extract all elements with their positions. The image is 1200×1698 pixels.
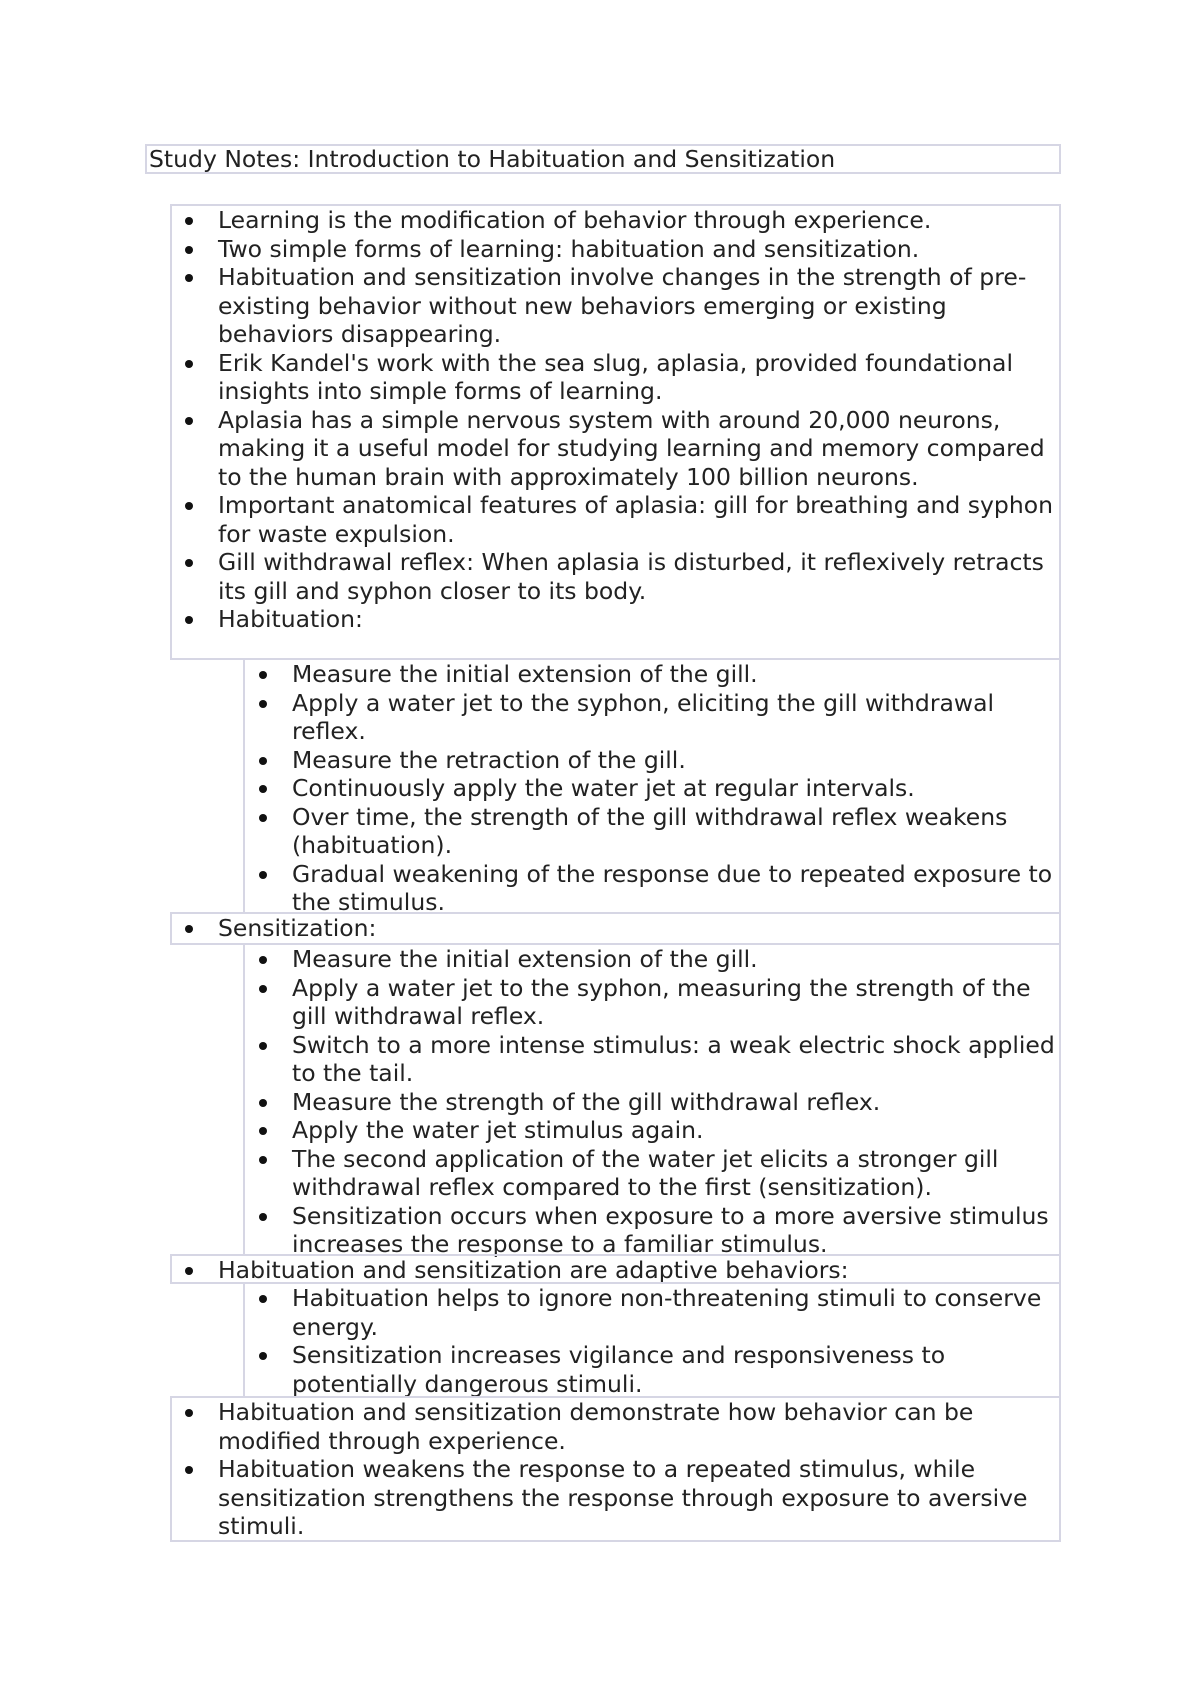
bullet-icon [259,1156,267,1164]
bullet-icon [259,1099,267,1107]
bullet-text: Erik Kandel's work with the sea slug, aplasia, provided foundational insights into simple forms of learning. [218,348,1013,405]
bullet-text: Apply the water jet stimulus again. [292,1116,704,1144]
bullet-icon [259,956,267,964]
bullet-item [172,263,1059,349]
bullet-text: Continuously apply the water jet at regular intervals. [292,774,915,802]
bullet-text: Habituation and sensitization involve changes in the strength of pre-existing behavior without new behaviors emerging or existing behaviors disappearing. [218,263,1027,348]
bullet-icon [259,757,267,765]
bullet-list [245,1284,1059,1398]
bullet-icon [259,871,267,879]
bullet-item [172,1398,1059,1455]
bullet-icon [259,1213,267,1221]
bullet-list [245,945,1059,1259]
bullet-item [245,1145,1059,1202]
bullet-text: Sensitization: [218,914,377,942]
bullet-item [172,349,1059,406]
bullet-list [172,914,1059,943]
bullet-icon [259,1127,267,1135]
bullet-icon [185,417,193,425]
bullet-item [245,860,1059,917]
bullet-icon [259,700,267,708]
bullet-block-summary [170,1396,1061,1542]
bullet-icon [259,985,267,993]
bullet-text: Measure the initial extension of the gill. [292,945,758,973]
bullet-icon [185,559,193,567]
bullet-item [245,746,1059,775]
bullet-text: Habituation helps to ignore non-threatening stimuli to conserve energy. [292,1284,1042,1341]
bullet-icon [259,1352,267,1360]
bullet-item [245,1202,1059,1259]
bullet-text: Gradual weakening of the response due to repeated exposure to the stimulus. [292,859,1053,916]
bullet-item [245,1031,1059,1088]
bullet-text: Apply a water jet to the syphon, eliciting the gill withdrawal reflex. [292,688,995,745]
bullet-item [172,1256,1059,1285]
bullet-item [245,1088,1059,1117]
bullet-item [172,1455,1059,1541]
bullet-text: Measure the retraction of the gill. [292,745,686,774]
document-title: Study Notes: Introduction to Habituation and Sensitization [145,144,1061,174]
bullet-icon [185,274,193,282]
bullet-item [172,548,1059,605]
bullet-text: Habituation and sensitization demonstrate how behavior can be modified through experience. [218,1398,974,1455]
bullet-block-sensitization-heading [170,912,1061,945]
bullet-icon [185,1409,193,1417]
bullet-text: Habituation: [218,605,363,633]
bullet-item [172,406,1059,492]
bullet-icon [259,785,267,793]
bullet-icon [185,246,193,254]
bullet-text: Important anatomical features of aplasia: gill for breathing and syphon for waste expulsion. [218,491,1053,548]
bullet-item [245,1116,1059,1145]
bullet-block-habituation-steps [243,658,1061,914]
bullet-text: Measure the strength of the gill withdrawal reflex. [292,1087,881,1116]
bullet-icon [185,502,193,510]
bullet-icon [185,616,193,624]
bullet-list [172,1256,1059,1285]
bullet-item [245,1284,1059,1341]
bullet-text: Switch to a more intense stimulus: a weak electric shock applied to the tail. [292,1030,1055,1087]
bullet-icon [259,671,267,679]
bullet-text: Apply a water jet to the syphon, measuring the strength of the gill withdrawal reflex. [292,973,1031,1030]
bullet-text: Gill withdrawal reflex: When aplasia is disturbed, it reflexively retracts its gill and syphon closer to its body. [218,548,1044,605]
bullet-icon [259,1042,267,1050]
bullet-icon [185,1466,193,1474]
bullet-item [245,774,1059,803]
bullet-block-adaptive-details [243,1282,1061,1398]
bullet-list [172,1398,1059,1541]
bullet-item [245,945,1059,974]
bullet-text: Measure the initial extension of the gill. [292,660,758,688]
bullet-icon [259,814,267,822]
bullet-block-intro [170,204,1061,660]
bullet-text: The second application of the water jet elicits a stronger gill withdrawal reflex compared to the first (sensitization). [292,1144,999,1201]
bullet-item [245,974,1059,1031]
bullet-item [172,605,1059,634]
bullet-list [245,660,1059,917]
bullet-text: Habituation weakens the response to a repeated stimulus, while sensitization strengthens the response through exposure to aversive stimuli. [218,1455,1028,1540]
bullet-text: Habituation and sensitization are adaptive behaviors: [218,1256,849,1284]
bullet-text: Two simple forms of learning: habituation and sensitization. [218,234,920,263]
bullet-text: Sensitization increases vigilance and responsiveness to potentially dangerous stimuli. [292,1341,946,1398]
bullet-item [172,206,1059,235]
bullet-item [245,689,1059,746]
bullet-icon [185,925,193,933]
bullet-icon [259,1295,267,1303]
bullet-item [172,235,1059,264]
bullet-icon [185,217,193,225]
bullet-block-adaptive-heading [170,1254,1061,1284]
bullet-item [172,914,1059,943]
bullet-text: Over time, the strength of the gill withdrawal reflex weakens (habituation). [292,802,1008,859]
bullet-list [172,206,1059,634]
bullet-item [245,660,1059,689]
bullet-icon [185,360,193,368]
bullet-text: Learning is the modification of behavior through experience. [218,206,932,234]
bullet-text: Aplasia has a simple nervous system with around 20,000 neurons, making it a useful model for studying learning and memory compared to the human brain with approximately 100 billion neurons. [218,405,1045,491]
bullet-block-sensitization-steps [243,943,1061,1256]
bullet-item [172,491,1059,548]
bullet-icon [185,1267,193,1275]
bullet-item [245,1341,1059,1398]
bullet-item [245,803,1059,860]
bullet-text: Sensitization occurs when exposure to a more aversive stimulus increases the response to a familiar stimulus. [292,1201,1049,1258]
